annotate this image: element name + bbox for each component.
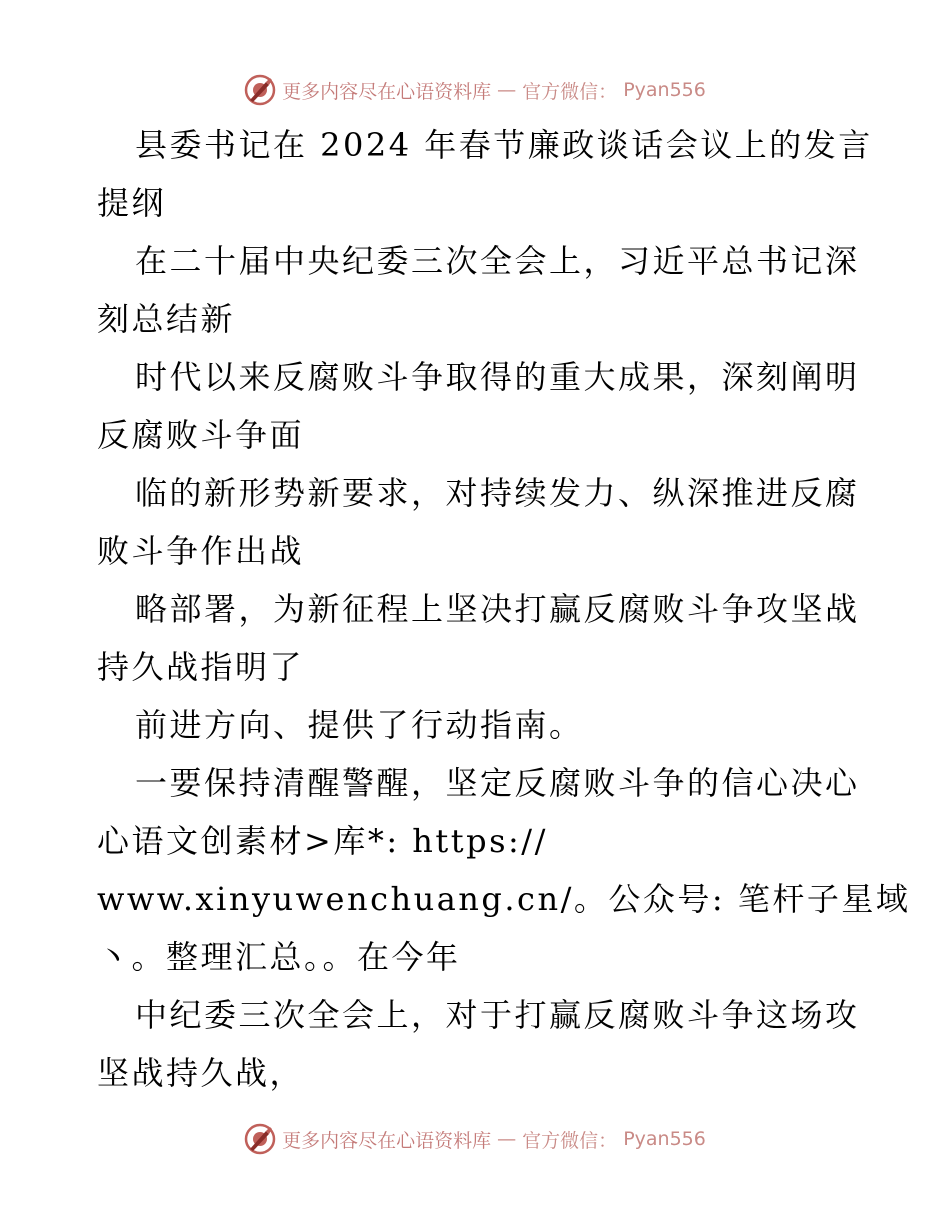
paragraph-line: 刻总结新 <box>97 300 236 338</box>
footer-wechat-label: 官方微信： <box>522 1129 618 1152</box>
paragraph-line: 略部署，为新征程上坚决打赢反腐败斗争攻坚战 <box>135 590 860 628</box>
paragraph-line: 心语文创素材>库*: https:// <box>97 822 548 860</box>
header-wechat-label: 官方微信： <box>522 80 618 103</box>
header-banner <box>0 70 950 110</box>
footer-brand-text: 更多内容尽在心语资料库 <box>282 1129 492 1152</box>
footer-wechat-id: Pyan556 <box>623 1128 706 1150</box>
footer-banner <box>0 1119 950 1159</box>
paragraph-line: 反腐败斗争面 <box>97 416 305 454</box>
header-brand-text: 更多内容尽在心语资料库 <box>282 80 492 103</box>
paragraph-line: 时代以来反腐败斗争取得的重大成果，深刻阐明 <box>135 358 860 396</box>
paragraph-line: 临的新形势新要求，对持续发力、纵深推进反腐 <box>135 474 860 512</box>
paragraph-line: 持久战指明了 <box>97 648 305 686</box>
paragraph-line: 一要保持清醒警醒，坚定反腐败斗争的信心决心 <box>135 764 860 802</box>
paragraph-line: 丶。整理汇总。。在今年 <box>97 938 461 976</box>
paragraph-line: 中纪委三次全会上，对于打赢反腐败斗争这场攻 <box>135 996 860 1034</box>
footer-separator: — <box>497 1128 517 1150</box>
paragraph-line: 在二十届中央纪委三次全会上，习近平总书记深 <box>135 242 860 280</box>
brand-logo-icon <box>244 74 276 106</box>
paragraph-line: 败斗争作出战 <box>97 532 305 570</box>
paragraph-line: 前进方向、提供了行动指南。 <box>135 706 584 744</box>
header-separator: — <box>497 79 517 101</box>
title-line-1: 县委书记在 2024 年春节廉政谈话会议上的发言 <box>135 126 873 164</box>
title-line-2: 提纲 <box>97 184 167 222</box>
document-body <box>97 116 911 1102</box>
header-wechat-id: Pyan556 <box>623 79 706 101</box>
paragraph-line: 坚战持久战， <box>97 1054 305 1092</box>
paragraph-line: www.xinyuwenchuang.cn/。公众号: 笔杆子星域 <box>97 880 911 918</box>
brand-logo-icon <box>244 1123 276 1155</box>
